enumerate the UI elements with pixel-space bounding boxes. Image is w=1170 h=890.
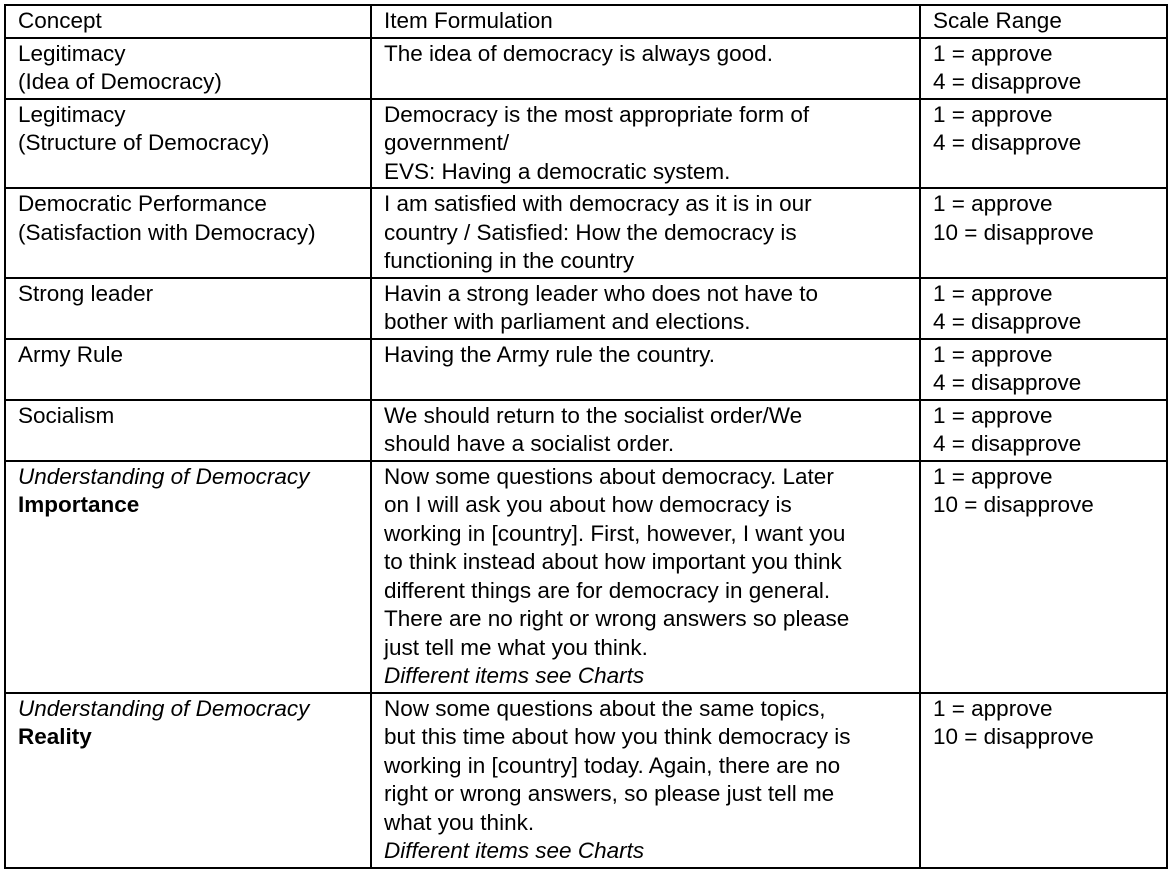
table-row — [5, 693, 1167, 868]
scale-line: 10 = disapprove — [933, 724, 1094, 749]
scale-line: 1 = approve — [933, 191, 1053, 216]
scale-line: 1 = approve — [933, 402, 1053, 428]
concept-cell — [5, 693, 371, 868]
table-row — [5, 461, 1167, 693]
item-line: We should return to the socialist order/We — [384, 402, 803, 428]
item-line: Havin a strong leader who does not have to — [384, 280, 819, 306]
item-line: bother with parliament and elections. — [384, 309, 751, 334]
item-line: country / Satisfied: How the democracy is — [384, 219, 797, 245]
scale-cell — [920, 693, 1167, 868]
concept-line: Legitimacy — [18, 40, 126, 66]
concept-cell — [5, 339, 371, 400]
concept-line: Democratic Performance — [18, 191, 267, 216]
item-line: should have a socialist order. — [384, 431, 675, 456]
item-cell — [371, 278, 920, 339]
item-cell — [371, 38, 920, 99]
item-line: government/ — [384, 130, 510, 155]
scale-line: 4 = disapprove — [933, 309, 1082, 334]
scale-line: 4 = disapprove — [933, 370, 1082, 395]
item-line: There are no right or wrong answers so please — [384, 606, 850, 631]
scale-cell — [920, 99, 1167, 189]
item-cell — [371, 461, 920, 693]
concept-line: Army Rule — [18, 341, 124, 367]
scale-line: 1 = approve — [933, 341, 1053, 367]
table-row — [5, 278, 1167, 339]
item-line: The idea of democracy is always good. — [384, 40, 773, 66]
item-line: to think instead about how important you think — [384, 549, 842, 574]
concept-line: Strong leader — [18, 280, 154, 306]
concept-cell — [5, 278, 371, 339]
header-scale-range: Scale Range — [920, 5, 1167, 38]
scale-cell — [920, 339, 1167, 400]
item-line: Now some questions about the same topics, — [384, 695, 826, 721]
concept-line: Socialism — [18, 402, 115, 428]
scale-line: 1 = approve — [933, 463, 1053, 489]
concept-cell — [5, 99, 371, 189]
concept-cell — [5, 400, 371, 461]
item-cell — [371, 400, 920, 461]
concept-line: (Structure of Democracy) — [18, 130, 270, 155]
item-note: Different items see Charts — [384, 663, 645, 688]
concept-cell — [5, 461, 371, 693]
item-line: Democracy is the most appropriate form of — [384, 101, 810, 127]
item-line: Having the Army rule the country. — [384, 341, 715, 367]
table-row — [5, 400, 1167, 461]
item-line: but this time about how you think democracy is — [384, 724, 851, 749]
item-line: I am satisfied with democracy as it is in our — [384, 191, 812, 216]
item-line: on I will ask you about how democracy is — [384, 492, 792, 517]
concept-line: (Satisfaction with Democracy) — [18, 219, 316, 245]
scale-line: 10 = disapprove — [933, 219, 1094, 245]
scale-cell — [920, 278, 1167, 339]
table-row — [5, 339, 1167, 400]
table-row — [5, 188, 1167, 278]
concept-line-bold: Importance — [18, 492, 140, 517]
scale-line: 1 = approve — [933, 695, 1053, 721]
item-line: EVS: Having a democratic system. — [384, 158, 731, 184]
concept-line: (Idea of Democracy) — [18, 69, 222, 94]
scale-line: 4 = disapprove — [933, 431, 1082, 456]
header-concept: Concept — [5, 5, 371, 38]
item-note: Different items see Charts — [384, 838, 645, 863]
concept-line-italic: Understanding of Democracy — [18, 463, 310, 489]
item-cell — [371, 99, 920, 189]
concept-line-bold: Reality — [18, 724, 92, 749]
item-line: functioning in the country — [384, 248, 635, 273]
item-line: right or wrong answers, so please just tell me — [384, 781, 835, 806]
concept-cell — [5, 38, 371, 99]
item-line: working in [country] today. Again, there are no — [384, 752, 841, 778]
scale-line: 1 = approve — [933, 40, 1053, 66]
scale-line: 4 = disapprove — [933, 130, 1082, 155]
scale-line: 1 = approve — [933, 101, 1053, 127]
item-line: what you think. — [384, 809, 535, 835]
scale-cell — [920, 400, 1167, 461]
table-row — [5, 38, 1167, 99]
concept-cell — [5, 188, 371, 278]
item-line: Now some questions about democracy. Later — [384, 463, 834, 489]
item-line: different things are for democracy in general. — [384, 577, 831, 603]
scale-line: 1 = approve — [933, 280, 1053, 306]
item-cell — [371, 339, 920, 400]
scale-cell — [920, 38, 1167, 99]
item-line: just tell me what you think. — [384, 634, 648, 660]
concept-line-italic: Understanding of Democracy — [18, 695, 310, 721]
header-row — [5, 5, 1167, 38]
table-row — [5, 99, 1167, 189]
header-item-formulation: Item Formulation — [371, 5, 920, 38]
item-line: working in [country]. First, however, I want you — [384, 520, 846, 546]
concept-table — [4, 4, 1168, 869]
scale-cell — [920, 461, 1167, 693]
item-cell — [371, 693, 920, 868]
scale-line: 4 = disapprove — [933, 69, 1082, 94]
scale-cell — [920, 188, 1167, 278]
item-cell — [371, 188, 920, 278]
concept-line: Legitimacy — [18, 101, 126, 127]
scale-line: 10 = disapprove — [933, 492, 1094, 517]
